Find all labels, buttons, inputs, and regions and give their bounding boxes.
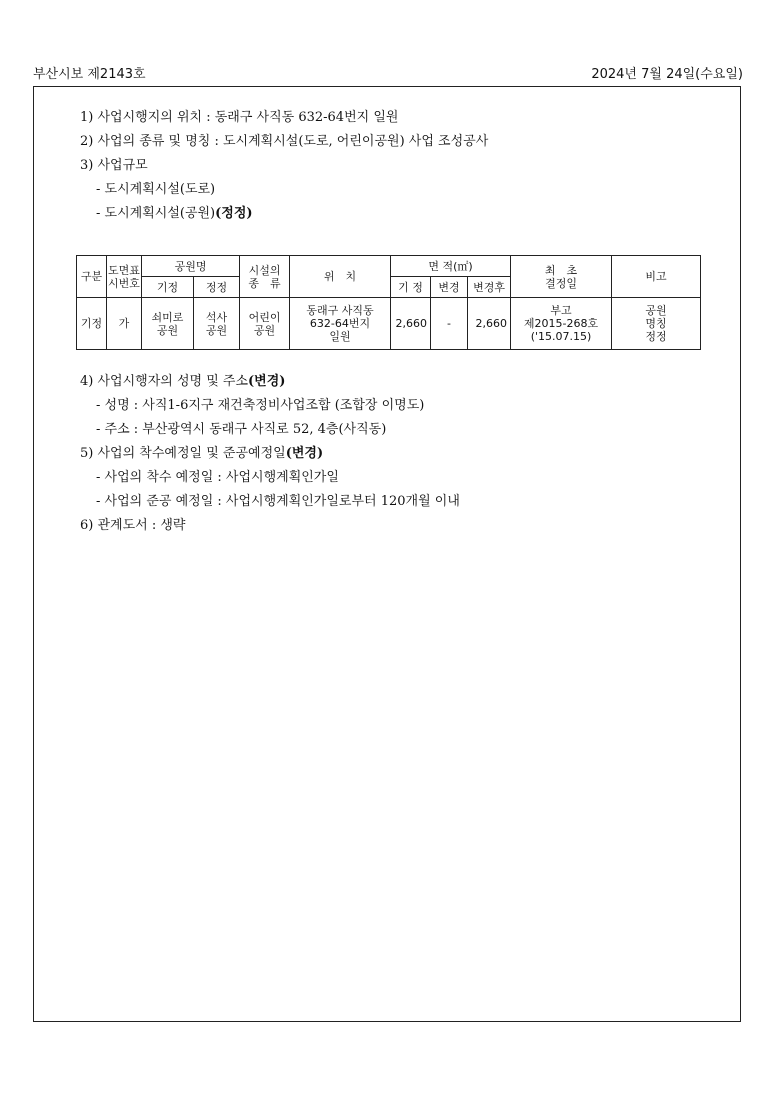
cell-area-change: - — [431, 298, 468, 350]
cell-category: 기정 — [77, 298, 107, 350]
cell-map-no: 가 — [107, 298, 142, 350]
change-tag-operator: (변경) — [248, 374, 286, 389]
header-area-existing: 기 정 — [391, 277, 431, 298]
item-operator-name: - 성명 : 사직1-6지구 재건축정비사업조합 (조합장 이명도) — [96, 398, 425, 413]
item-operator — [80, 370, 720, 394]
change-tag-schedule: (변경) — [285, 446, 324, 461]
table-row — [77, 298, 701, 350]
cell-park-corrected: 석사 공원 — [194, 298, 240, 350]
item-scale-park-text: - 도시계획시설(공원) — [96, 206, 216, 221]
item-scale-road: - 도시계획시설(도로) — [96, 182, 216, 197]
document-frame — [33, 86, 741, 1022]
item-end-date: - 사업의 준공 예정일 : 사업시행계획인가일로부터 120개월 이내 — [96, 494, 460, 509]
header-remarks: 비고 — [612, 256, 701, 298]
publication-number: 부산시보 제2143호 — [33, 67, 146, 82]
cell-area-after: 2,660 — [468, 298, 511, 350]
item-documents: 6) 관계도서 : 생략 — [80, 518, 186, 533]
page-header — [33, 66, 743, 84]
header-park-existing: 기정 — [142, 277, 194, 298]
cell-remarks: 공원 명칭 정정 — [612, 298, 701, 350]
park-table — [76, 255, 701, 350]
cell-area-existing: 2,660 — [391, 298, 431, 350]
item-start-date: - 사업의 착수 예정일 : 사업시행계획인가일 — [96, 470, 339, 485]
cell-park-existing: 쇠미로 공원 — [142, 298, 194, 350]
notice-content — [80, 106, 720, 226]
cell-first-decision: 부고 제2015-268호 ('15.07.15) — [511, 298, 612, 350]
item-type-name: 2) 사업의 종류 및 명칭 : 도시계획시설(도로, 어린이공원) 사업 조성공사 — [80, 134, 489, 149]
header-first-decision: 최 초 결정일 — [511, 256, 612, 298]
header-area-change: 변경 — [431, 277, 468, 298]
table-header-row — [77, 256, 701, 277]
cell-facility-type: 어린이 공원 — [240, 298, 290, 350]
header-park-corrected: 정정 — [194, 277, 240, 298]
publication-date: 2024년 7월 24일(수요일) — [591, 67, 743, 82]
header-area: 면 적(㎡) — [391, 256, 511, 277]
header-map-no: 도면표 시번호 — [107, 256, 142, 298]
item-scale: 3) 사업규모 — [80, 158, 148, 173]
item-schedule-text: 5) 사업의 착수예정일 및 준공예정일 — [80, 446, 286, 461]
item-location: 1) 사업시행지의 위치 : 동래구 사직동 632-64번지 일원 — [80, 110, 399, 125]
notice-content-continued — [80, 370, 720, 538]
item-operator-address: - 주소 : 부산광역시 동래구 사직로 52, 4층(사직동) — [96, 422, 387, 437]
header-park-name: 공원명 — [142, 256, 240, 277]
item-scale-park — [80, 202, 720, 226]
header-category: 구분 — [77, 256, 107, 298]
item-schedule — [80, 442, 720, 466]
header-location: 위 치 — [290, 256, 391, 298]
header-area-after: 변경후 — [468, 277, 511, 298]
header-facility-type: 시설의 종 류 — [240, 256, 290, 298]
correction-tag: (정정) — [215, 206, 253, 221]
cell-location: 동래구 사직동 632-64번지 일원 — [290, 298, 391, 350]
item-operator-text: 4) 사업시행자의 성명 및 주소 — [80, 374, 249, 389]
